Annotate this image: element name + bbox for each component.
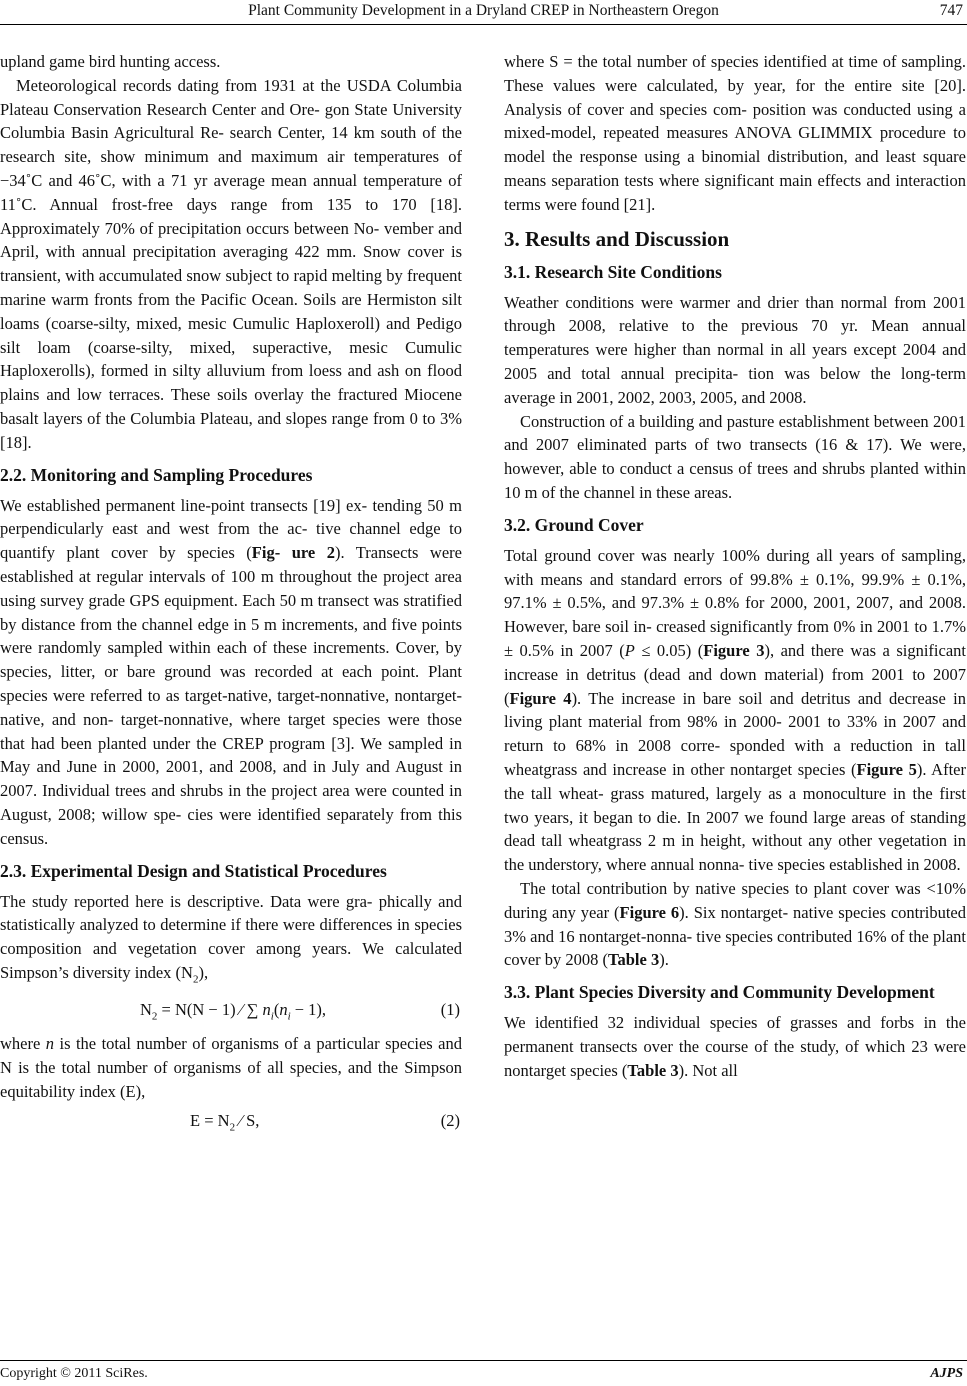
- table-ref: Table 3: [627, 1060, 679, 1080]
- equation-expression: $N_2 = N(N - 1)$ ⁄ ∑ $n_i(n_i - 1)$,: [140, 999, 327, 1023]
- equation-expression: $E = N_2$ ⁄ S,: [190, 1111, 260, 1134]
- section-heading: 3. Results and Discussion: [504, 226, 730, 251]
- paragraph: Total ground cover was nearly 100% during all years of sampling, with means and standard errors of 99.8% ± 0.1%, 99.9% ± 0.1%, 97.1% ± 0.5%, and 97.3% ± 0.8% for 2000, 2001, 2007, and 2008. However, bare soil in- creased significantly from 0% in 2001 to 1.7% ± 0.5% in 2007 (P ≤ 0.05) (Figure 3), and there was a significant increase in detritus (dead and down material) from 2001 to 2007 (Figure 4). The increase in bare soil and detritus and decrease in living plant material from 98% in 2000- 2001 to 33% in 2007 and return to 68% in 2008 corre- sponded with a reduction in tall wheatgrass and increase in other nontarget species (Figure 5). After the tall wheat- grass matured, largely as a monoculture in the first two years, it began to die. In 2007 we found large areas of standing dead tall wheatgrass 2 m in height, without any other vegetation in the understory, where annual nonna- tive species established in 2008.: [504, 545, 966, 875]
- equation-1: [0, 996, 462, 1030]
- left-column: [0, 50, 462, 1143]
- paragraph: Meteorological records dating from 1931 at the USDA Columbia Plateau Conservation Research Center and Ore- gon State University Columbia Basin Agricultural Re- search Center, 14 km south of the research site, show minimum and maximum air temperatures of −34˚C and 46˚C, with a 71 yr average mean annual temperature of 11˚C. Annual frost-free days range from 135 to 170 [18]. Approximately 70% of precipitation occurs between No- vember and April, with annual precipitation averaging 422 mm. Snow cover is transient, with accumulated snow subject to rapid melting by frequent marine warm fronts from the Pacific Ocean. Soils are Hermiston silt loams (coarse-silty, mixed, mesic Cumulic Haploxeroll) and Pedigo silt loam (coarse-silty, mixed, superactive, mesic Cumulic Haploxerolls), formed in silty alluvium from loess and ash on flood plains and low terraces. These soils overlay the fractured Miocene basalt layers of the Columbia Plateau, and slopes range from 0 to 3% [18].: [0, 75, 462, 452]
- paragraph: We identified 32 individual species of grasses and forbs in the permanent transects over the course of the study, of which 23 were nontarget species (Table 3). Not all: [504, 1013, 966, 1080]
- section-heading: 3.2. Ground Cover: [504, 514, 644, 535]
- figure-ref: Figure 6: [619, 902, 680, 922]
- section-heading: 3.1. Research Site Conditions: [504, 261, 722, 282]
- journal-abbrev: AJPS: [930, 1366, 963, 1381]
- table-ref: Table 3: [608, 950, 660, 970]
- section-heading: 3.3. Plant Species Diversity and Community Development: [504, 982, 935, 1003]
- figure-ref: Fig- ure 2: [251, 543, 335, 563]
- paragraph: The total contribution by native species to plant cover was <10% during any year (Figure 6). Six nontarget- native species contributed 3% and 16 nontarget-nonna- tive species contributed 16% of the plant cover by 2008 (Table 3).: [504, 878, 966, 970]
- footer-rule: [0, 1360, 967, 1361]
- equation-number: (1): [440, 999, 460, 1019]
- paragraph: The study reported here is descriptive. Data were gra- phically and statistically analyzed to determine if there were differences in species composition and vegetation cover among years. We calculated Simpson’s diversity index $(N_2)$,: [0, 891, 462, 986]
- header-rule: [0, 24, 967, 25]
- section-heading: 2.3. Experimental Design and Statistical Procedures: [0, 860, 387, 881]
- right-column: [504, 50, 966, 1082]
- section-heading: 2.2. Monitoring and Sampling Procedures: [0, 464, 313, 485]
- equation-number: (2): [440, 1111, 460, 1131]
- figure-ref: Figure 3: [703, 640, 765, 660]
- paragraph: upland game bird hunting access.: [0, 52, 221, 71]
- page-number: 747: [939, 2, 963, 19]
- paragraph: Construction of a building and pasture establishment between 2001 and 2007 eliminated parts of two transects (16 & 17). We were, however, able to conduct a census of trees and shrubs planted within 10 m of the channel in these areas.: [504, 411, 966, 502]
- paragraph: where S = the total number of species identified at time of sampling. These values were calculated, by year, for the entire site [20]. Analysis of cover and species com- position was conducted using a mixed-model, repeated measures ANOVA GLIMMIX procedure to model the response using a binomial distribution, and least square means separation tests where significant main effects and interaction terms were found [21].: [504, 52, 966, 214]
- paragraph: where n is the total number of organisms of a particular species and N is the total number of organisms of all species, and the Simpson equitability index (E),: [0, 1033, 463, 1101]
- equation-2: [0, 1107, 462, 1141]
- copyright: Copyright © 2011 SciRes.: [0, 1366, 148, 1381]
- paragraph: Weather conditions were warmer and drier than normal from 2001 through 2008, relative to the previous 70 yr. Mean annual temperatures were higher than normal in all years except 2004 and 2005 and total annual precipita- tion was below the long-term average in 2001, 2002, 2003, 2005, and 2008.: [504, 292, 966, 407]
- figure-ref: Figure 4: [509, 688, 572, 708]
- figure-ref: Figure 5: [856, 759, 917, 779]
- running-title: Plant Community Development in a Dryland CREP in Northeastern Oregon: [248, 2, 719, 19]
- paragraph: We established permanent line-point transects [19] ex- tending 50 m perpendicularly east and west from the ac- tive channel edge to quantify plant cover by species (Fig- ure 2). Transects were established at regular intervals of 100 m throughout the project area using survey grade GPS equipment. Each 50 m transect was stratified by distance from the channel edge in 5 m increments, and five points were randomly sampled within each of these increments. Cover, by species, litter, or bare ground was recorded at each point. Plant species were referred to as target-native, target-nonnative, nontarget-native, and non- target-nonnative, where target species were those that had been planted under the CREP program [3]. We sampled in May and June in 2000, 2001, and 2008, and in July and August in 2007. Individual trees and shrubs in the project area were counted in August, 2008; willow spe- cies were identified separately from this census.: [0, 495, 462, 848]
